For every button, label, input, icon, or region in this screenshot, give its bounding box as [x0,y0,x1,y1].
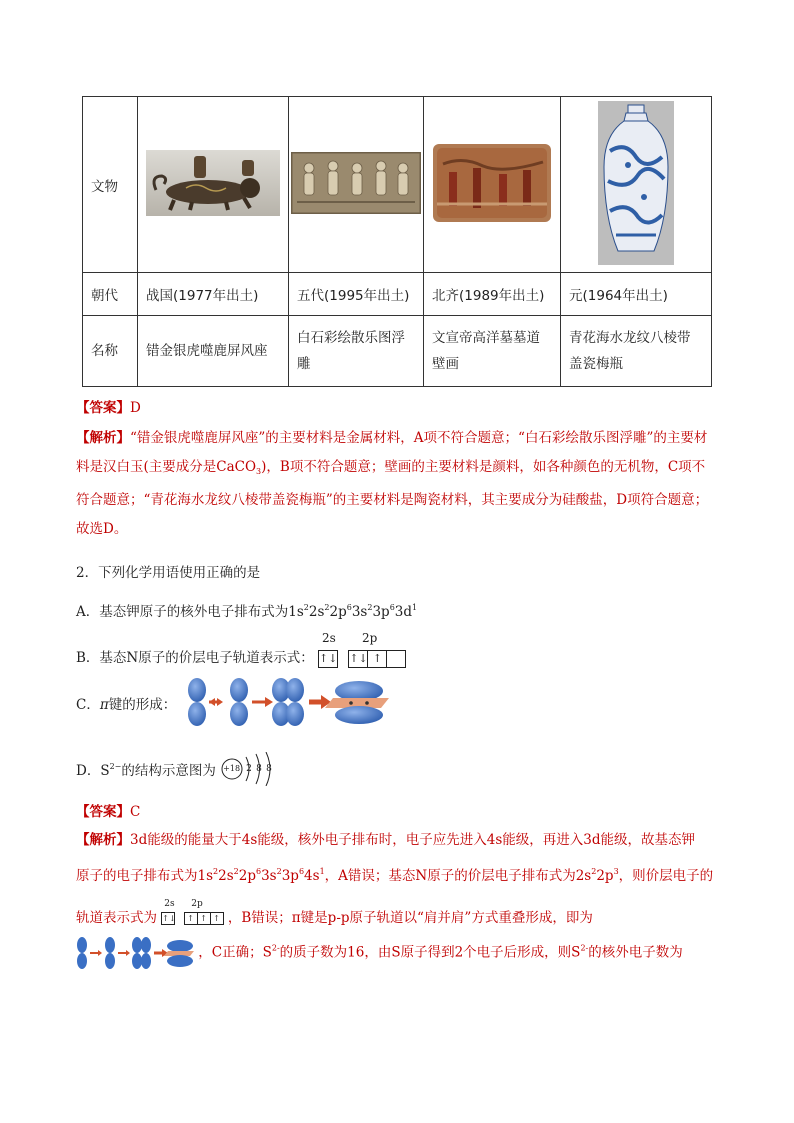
orbital-term-exponent: 1 [319,867,325,876]
orbital-box: ↑↓ [348,650,368,668]
q2-analysis: 【解析】3d能级的能量大于4s能级，核外电子排布时，电子应先进入4s能级，再进入3d能级，故基态钾 原子的电子排布式为$1s^22s^22p^63s^23p^64s^1$，A错误；基态N原子的价层电子排布式为$2s^22p^3$，则价层电子的 轨道表示式为 2s 2p ↑↓ ↑ ↑ ↑ ，B错误；π键是p-p原子轨道以“肩并肩”方式重叠形成，即为 ，C正确；$S^{2-}$的质子数为16，由S原子得到2个电子后形成，则$S^{2-}$的核外电子数为 [76,830,720,970]
orbital-box: ↑ [198,912,211,925]
name-cell: 文宣帝高洋墓墓道壁画 [424,316,561,387]
orbital-term: 2p [329,604,347,620]
orbital-term-exponent: 6 [389,603,395,612]
q2-option-d: D．$S^{2-}$的结构示意图为 +18 2 8 8 [76,752,286,782]
atomic-structure-diagram: +18 2 8 8 [220,752,286,786]
orbital-box: ↑ [368,650,387,668]
orbital-term: 2p [238,868,256,884]
relics-table [82,96,712,387]
orbital-term-exponent: 6 [346,603,352,612]
electron-config [198,868,325,884]
orbital-term-exponent: 6 [255,867,262,876]
q2-answer: 【答案】C [76,804,141,820]
orbital-term-exponent: 2 [367,603,373,612]
q2-option-a: A．基态钾原子的核外电子排布式为$1s^22s^22p^63s^23p^63d^1$ [76,603,418,620]
dynasty-cell: 北齐(1989年出土) [424,273,561,316]
orbital-term: 3s [351,604,368,620]
q2-option-c: C．π键的形成： [76,676,391,728]
orbital-term-exponent: 1 [412,603,418,612]
row-label-name: 名称 [83,316,138,387]
pi-bond-formation-diagram [181,676,391,728]
orbital-diagram: 2s 2p ↑↓ ↑↓ ↑ [318,632,406,668]
orbital-term-exponent: 2 [233,867,239,876]
orbital-box [387,650,406,668]
orbital-term: 3s [261,868,277,884]
orbital-term: 2s [218,868,234,884]
row-label-dynasty: 朝代 [83,273,138,316]
orbital-term-exponent: 2 [276,867,282,876]
orbital-term-exponent: 2 [324,603,330,612]
tomb-mural-image [433,144,551,222]
orbital-term: 3p [372,604,390,620]
blue-white-vase-image [598,101,674,265]
name-cell: 青花海水龙纹八棱带盖瓷梅瓶 [561,316,712,387]
dynasty-cell: 五代(1995年出土) [289,273,424,316]
orbital-box: ↑ [211,912,224,925]
orbital-box: ↑ [184,912,198,925]
orbital-term-exponent: 2 [213,867,219,876]
electron-config [288,604,417,620]
dynasty-cell: 元(1964年出土) [561,273,712,316]
orbital-term: 2s [308,604,325,620]
orbital-term: 1s [288,604,304,620]
name-cell: 错金银虎噬鹿屏风座 [138,316,289,387]
orbital-term: 3d [394,604,413,620]
q1-analysis: 【解析】“错金银虎噬鹿屏风座”的主要材料是金属材料，A项不符合题意；“白石彩绘散乐图浮雕”的主要材 料是汉白玉(主要成分是CaCO$_3$)，B项不符合题意；壁画的主要材料是颜料，如各种颜色的无机物，C项不 符合题意；“青花海水龙纹八棱带盖瓷梅瓶”的主要材料是陶瓷材料，其主要成分为硅酸盐，D项符合题意； 故选D。 [76,430,709,537]
orbital-box: ↑↓ [162,914,176,923]
relief-carving-image [291,152,421,214]
orbital-diagram-small: 2s 2p ↑↓ ↑ ↑ ↑ [161,896,223,928]
orbital-term-exponent: 2 [303,603,309,612]
q2-stem: 2．下列化学用语使用正确的是 [76,565,261,581]
dynasty-cell: 战国(1977年出土) [138,273,289,316]
name-cell: 白石彩绘散乐图浮雕 [289,316,424,387]
orbital-term: 1s [197,868,214,884]
bronze-tiger-image [146,150,280,216]
pi-bond-formation-small-diagram [76,936,194,970]
q2-option-b: B．基态N原子的价层电子轨道表示式： 2s 2p ↑↓ ↑↓ ↑ [76,632,406,666]
orbital-term: 3p [281,868,299,884]
orbital-term-exponent: 6 [298,867,305,876]
orbital-term: 4s [304,868,320,884]
orbital-box: ↑↓ [318,650,338,668]
row-label-relic: 文物 [83,97,138,273]
q1-answer: 【答案】D [76,400,141,416]
